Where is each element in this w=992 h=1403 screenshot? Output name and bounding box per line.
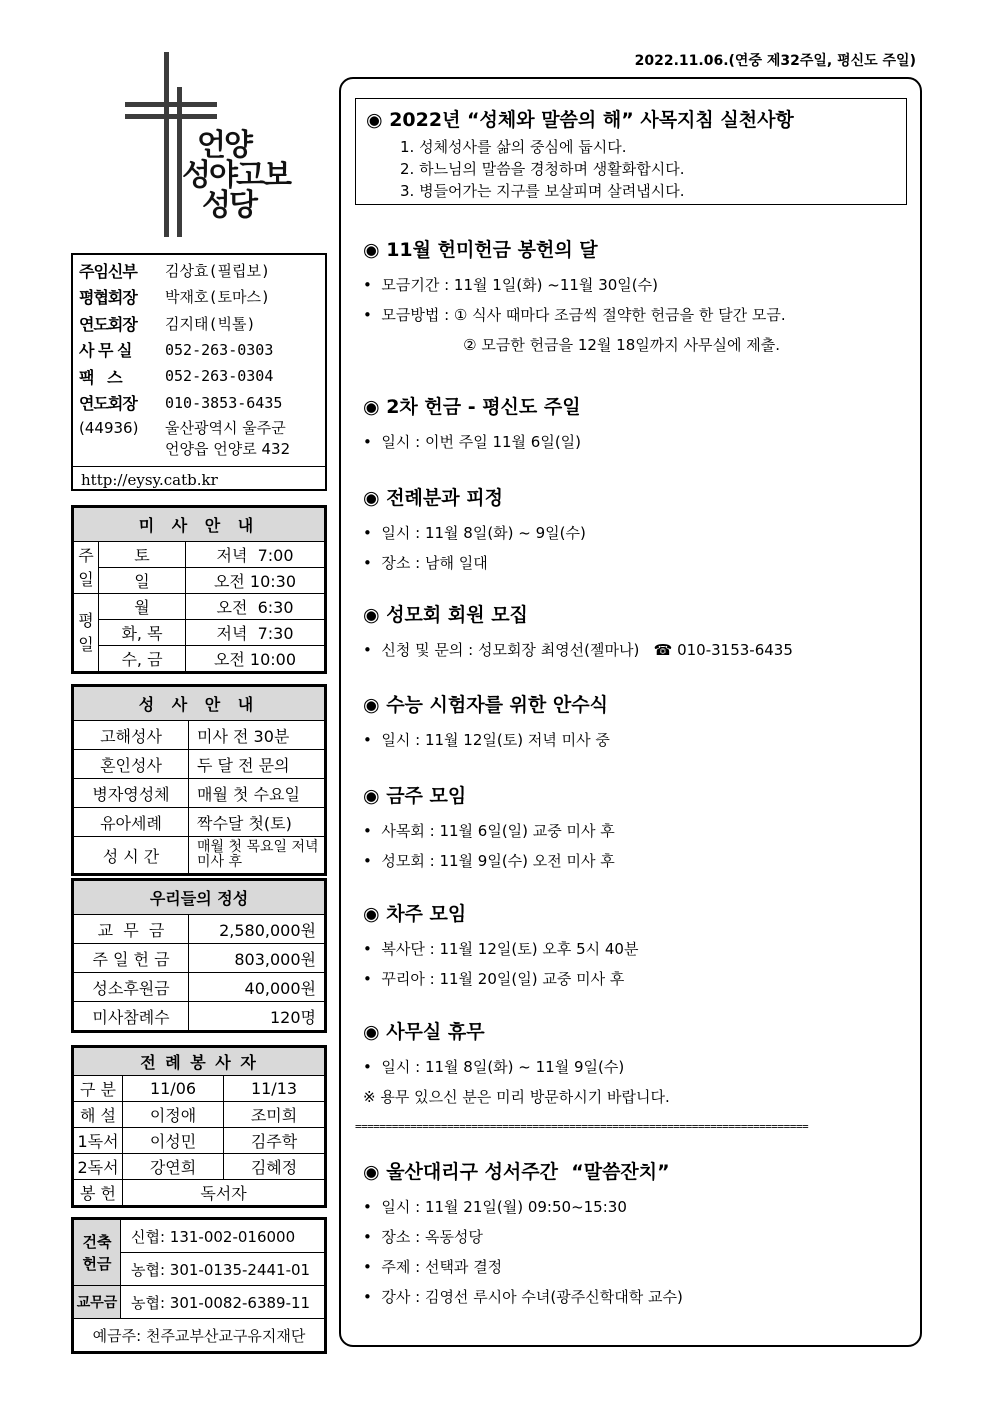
servers-date: 11/06 — [123, 1076, 224, 1102]
servers-title: 전 례 봉 사 자 — [74, 1048, 325, 1076]
pastoral-guidelines-box — [355, 98, 907, 205]
notice-section — [363, 235, 908, 360]
servers-name: 김주학 — [224, 1128, 325, 1154]
mass-day: 화, 목 — [99, 620, 186, 646]
info-row — [79, 284, 319, 311]
mass-time: 오전 10:00 — [186, 646, 325, 672]
section-line: • 사목회 : 11월 6일(일) 교중 미사 후 — [363, 822, 615, 840]
sacrament-name: 고해성사 — [74, 721, 189, 750]
sacrament-value: 두 달 전 문의 — [189, 750, 325, 779]
mass-day: 일 — [99, 568, 186, 594]
section-title: ◉ 11월 헌미헌금 봉헌의 달 — [363, 239, 598, 261]
sacrament-title: 성 사 안 내 — [74, 687, 325, 721]
offering-name: 교 무 금 — [74, 915, 189, 944]
info-row — [79, 310, 319, 337]
section-line: ※ 용무 있으신 분은 미리 방문하시기 바랍니다. — [363, 1088, 670, 1106]
guideline-item: 2. 하느님의 말씀을 경청하며 생활화합시다. — [400, 160, 685, 178]
section-line: • 일시 : 11월 8일(화) ~ 9일(수) — [363, 524, 586, 542]
info-label: 주임신부 — [79, 261, 137, 281]
info-value: 052-263-0304 — [165, 367, 274, 386]
notice-section — [363, 690, 908, 755]
mass-day: 월 — [99, 594, 186, 620]
servers-role: 해 설 — [74, 1102, 123, 1128]
notice-section — [363, 392, 908, 457]
sacrament-table — [71, 684, 327, 876]
notice-section — [363, 1157, 908, 1312]
info-row — [79, 257, 319, 284]
info-label: 연도회장 — [79, 394, 137, 414]
website-link[interactable]: http://eysy.catb.kr — [73, 466, 325, 489]
section-title: ◉ 수능 시험자를 위한 안수식 — [363, 694, 608, 716]
offering-table — [71, 878, 327, 1033]
info-label: 연도회장 — [79, 314, 137, 334]
section-title: ◉ 울산대리구 성서주간 “말씀잔치” — [363, 1161, 670, 1183]
offering-title: 우리들의 정성 — [74, 881, 325, 915]
info-row — [79, 337, 319, 364]
mass-time: 오전 10:30 — [186, 568, 325, 594]
section-line: • 모금방법 : ① 식사 때마다 조금씩 절약한 헌금을 한 달간 모금. — [363, 306, 786, 324]
servers-role: 2독서 — [74, 1154, 123, 1180]
section-line: • 일시 : 11월 12일(토) 저녁 미사 중 — [363, 731, 610, 749]
sacrament-value: 매월 첫 수요일 — [189, 779, 325, 808]
address-line1: 울산광역시 울주군 — [165, 419, 286, 437]
info-label: 평협회장 — [79, 288, 137, 308]
sacrament-value: 짝수달 첫(토) — [189, 808, 325, 837]
info-value: 052-263-0303 — [165, 340, 274, 359]
address-lines — [165, 418, 290, 460]
sacrament-value: 미사 전 30분 — [189, 721, 325, 750]
weekday-label: 평 일 — [74, 594, 99, 672]
section-line: • 장소 : 남해 일대 — [363, 554, 488, 572]
info-value: 010-3853-6435 — [165, 393, 283, 412]
sacrament-name: 병자영성체 — [74, 779, 189, 808]
account-table — [71, 1217, 327, 1354]
guidelines-title: ◉ 2022년 “성체와 말씀의 해” 사목지침 실천사항 — [366, 109, 794, 131]
building-fund-label: 건축 헌금 — [74, 1220, 121, 1286]
liturgy-servers-table — [71, 1045, 327, 1208]
offering-name: 성소후원금 — [74, 973, 189, 1002]
mass-time: 오전 6:30 — [186, 594, 325, 620]
bulletin-date: 2022.11.06.(연중 제32주일, 평신도 주일) — [634, 53, 916, 69]
info-value: 김상효(필립보) — [165, 261, 271, 280]
section-line: • 신청 및 문의 : 성모회장 최영선(젤마나) ☎ 010-3153-6435 — [363, 641, 793, 659]
guideline-item: 1. 성체성사를 삶의 중심에 둡시다. — [400, 138, 627, 156]
info-label: 팩 스 — [79, 367, 122, 387]
sunday-label: 주 일 — [74, 542, 99, 594]
mass-title: 미 사 안 내 — [74, 508, 325, 542]
tithe-label: 교무금 — [74, 1286, 121, 1319]
section-line: • 일시 : 11월 21일(월) 09:50~15:30 — [363, 1198, 627, 1216]
parish-info — [71, 253, 327, 491]
section-line: • 성모회 : 11월 9일(수) 오전 미사 후 — [363, 852, 615, 870]
section-title: ◉ 2차 헌금 - 평신도 주일 — [363, 396, 581, 418]
offering-name: 미사참례수 — [74, 1002, 189, 1031]
section-line: • 모금기간 : 11월 1일(화) ~11월 30일(수) — [363, 276, 658, 294]
address-line2: 언양읍 언양로 432 — [165, 440, 291, 458]
address — [79, 418, 319, 460]
servers-name: 이성민 — [123, 1128, 224, 1154]
guideline-item: 3. 병들어가는 지구를 보살피며 살려냅시다. — [400, 182, 685, 200]
info-label: 사 무 실 — [79, 341, 132, 361]
section-line: ② 모금한 헌금을 12월 18일까지 사무실에 제출. — [363, 336, 780, 354]
info-value: 박재호(토마스) — [165, 288, 271, 307]
section-title: ◉ 차주 모임 — [363, 903, 467, 925]
section-line: • 강사 : 김영선 루시아 수녀(광주신학대학 교수) — [363, 1288, 683, 1306]
offering-value: 120명 — [189, 1002, 325, 1031]
account-number: 농협: 301-0135-2441-01 — [121, 1253, 325, 1286]
offering-value: 2,580,000원 — [189, 915, 325, 944]
account-holder: 예금주: 천주교부산교구유지재단 — [74, 1319, 325, 1352]
servers-name: 강연희 — [123, 1154, 224, 1180]
section-line: • 장소 : 옥동성당 — [363, 1228, 483, 1246]
account-number: 신협: 131-002-016000 — [121, 1220, 325, 1253]
mass-schedule-table — [71, 505, 327, 674]
notice-section — [363, 1017, 908, 1112]
section-line: • 복사단 : 11월 12일(토) 오후 5시 40분 — [363, 940, 639, 958]
offering-value: 40,000원 — [189, 973, 325, 1002]
servers-name: 독서자 — [123, 1180, 325, 1206]
logo-line2: 성야고보 — [182, 158, 290, 193]
section-line: • 일시 : 11월 8일(화) ~ 11월 9일(수) — [363, 1058, 625, 1076]
notice-section — [363, 600, 908, 665]
section-title: ◉ 사무실 휴무 — [363, 1021, 485, 1043]
servers-role: 봉 헌 — [74, 1180, 123, 1206]
info-row — [79, 363, 319, 390]
section-line: • 주제 : 선택과 결정 — [363, 1258, 503, 1276]
offering-name: 주 일 헌 금 — [74, 944, 189, 973]
parish-logo — [122, 52, 292, 237]
logo-line3: 성당 — [202, 188, 256, 223]
sacrament-name: 혼인성사 — [74, 750, 189, 779]
notice-section — [363, 781, 908, 876]
mass-time: 저녁 7:30 — [186, 620, 325, 646]
servers-name: 조미희 — [224, 1102, 325, 1128]
offering-value: 803,000원 — [189, 944, 325, 973]
sacrament-value: 매월 첫 목요일 저녁미사 후 — [189, 837, 325, 874]
sacrament-name: 성 시 간 — [74, 837, 189, 874]
section-line: • 꾸리아 : 11월 20일(일) 교중 미사 후 — [363, 970, 625, 988]
mass-day: 수, 금 — [99, 646, 186, 672]
mass-day: 토 — [99, 542, 186, 568]
servers-role: 1독서 — [74, 1128, 123, 1154]
mass-time: 저녁 7:00 — [186, 542, 325, 568]
zip-code: (44936) — [79, 419, 139, 437]
notice-section — [363, 483, 908, 578]
section-title: ◉ 금주 모임 — [363, 785, 467, 807]
section-title: ◉ 성모회 회원 모집 — [363, 604, 528, 626]
account-number: 농협: 301-0082-6389-11 — [121, 1286, 325, 1319]
logo-line1: 언양 — [197, 128, 251, 163]
servers-name: 김혜정 — [224, 1154, 325, 1180]
notice-section — [363, 899, 908, 994]
info-value: 김지태(빅톨) — [165, 314, 256, 333]
servers-header-label: 구 분 — [74, 1076, 123, 1102]
divider: ========================================================================== — [355, 1120, 809, 1133]
section-line: • 일시 : 이번 주일 11월 6일(일) — [363, 433, 582, 451]
section-title: ◉ 전례분과 피정 — [363, 487, 503, 509]
servers-date: 11/13 — [224, 1076, 325, 1102]
sacrament-name: 유아세례 — [74, 808, 189, 837]
info-row — [79, 390, 319, 417]
servers-name: 이정애 — [123, 1102, 224, 1128]
